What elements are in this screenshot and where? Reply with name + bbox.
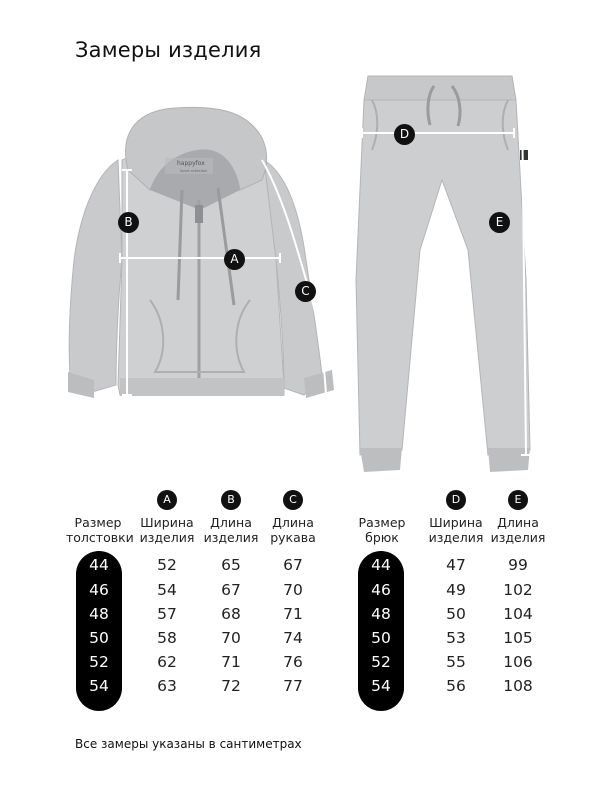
- table-cell: 55: [446, 653, 466, 671]
- pants-size-cell: 46: [371, 581, 391, 599]
- table-cell: 74: [283, 629, 303, 647]
- table-cell: 99: [508, 556, 528, 574]
- pants-size-pill: [358, 551, 404, 711]
- table-cell: 47: [446, 556, 466, 574]
- table-cell: 108: [503, 677, 533, 695]
- table-cell: 70: [283, 581, 303, 599]
- table-cell: 54: [157, 581, 177, 599]
- hoodie-size-cell: 50: [89, 629, 109, 647]
- table-cell: 71: [221, 653, 241, 671]
- hoodie-size-cell: 48: [89, 605, 109, 623]
- table-cell: 65: [221, 556, 241, 574]
- table-cell: 62: [157, 653, 177, 671]
- col-b-header: Длина изделия: [203, 515, 259, 545]
- pants-size-cell: 50: [371, 629, 391, 647]
- table-cell: 71: [283, 605, 303, 623]
- table-cell: 52: [157, 556, 177, 574]
- hoodie-size-header: Размер толстовки: [66, 515, 134, 545]
- pants-size-header: Размер брюк: [358, 515, 406, 545]
- marker-a: A: [224, 249, 245, 270]
- marker-c: C: [295, 281, 316, 302]
- table-cell: 49: [446, 581, 466, 599]
- hoodie-brand-text: happyfox: [177, 160, 205, 167]
- col-e-header: Длина изделия: [490, 515, 546, 545]
- pants-image: [356, 76, 530, 472]
- hoodie-size-cell: 44: [89, 556, 109, 574]
- col-a-header: Ширина изделия: [139, 515, 195, 545]
- page-title: Замеры изделия: [75, 38, 262, 62]
- hoodie-size-cell: 52: [89, 653, 109, 671]
- table-cell: 77: [283, 677, 303, 695]
- hoodie-size-cell: 46: [89, 581, 109, 599]
- hoodie-brand-subtext: Sport collection: [180, 169, 208, 173]
- table-cell: 67: [283, 556, 303, 574]
- table-cell: 68: [221, 605, 241, 623]
- hoodie-size-cell: 54: [89, 677, 109, 695]
- marker-b: B: [118, 212, 139, 233]
- marker-e: E: [489, 212, 510, 233]
- table-cell: 63: [157, 677, 177, 695]
- table-cell: 102: [503, 581, 533, 599]
- col-d-header: Ширина изделия: [428, 515, 484, 545]
- table-cell: 58: [157, 629, 177, 647]
- pants-size-cell: 44: [371, 556, 391, 574]
- hoodie-size-pill: [76, 551, 122, 711]
- hoodie-image: [68, 107, 334, 398]
- table-cell: 72: [221, 677, 241, 695]
- col-e-letter: E: [508, 490, 528, 510]
- col-c-header: Длина рукава: [270, 515, 316, 545]
- table-cell: 56: [446, 677, 466, 695]
- marker-d: D: [394, 124, 415, 145]
- col-b-letter: B: [221, 490, 241, 510]
- table-cell: 53: [446, 629, 466, 647]
- table-cell: 104: [503, 605, 533, 623]
- table-cell: 57: [157, 605, 177, 623]
- table-cell: 50: [446, 605, 466, 623]
- col-c-letter: C: [283, 490, 303, 510]
- table-cell: 105: [503, 629, 533, 647]
- pants-size-cell: 52: [371, 653, 391, 671]
- table-cell: 67: [221, 581, 241, 599]
- table-cell: 70: [221, 629, 241, 647]
- col-d-letter: D: [446, 490, 466, 510]
- col-a-letter: A: [157, 490, 177, 510]
- pants-size-cell: 54: [371, 677, 391, 695]
- table-cell: 106: [503, 653, 533, 671]
- pants-size-cell: 48: [371, 605, 391, 623]
- table-cell: 76: [283, 653, 303, 671]
- footnote: Все замеры указаны в сантиметрах: [75, 737, 302, 751]
